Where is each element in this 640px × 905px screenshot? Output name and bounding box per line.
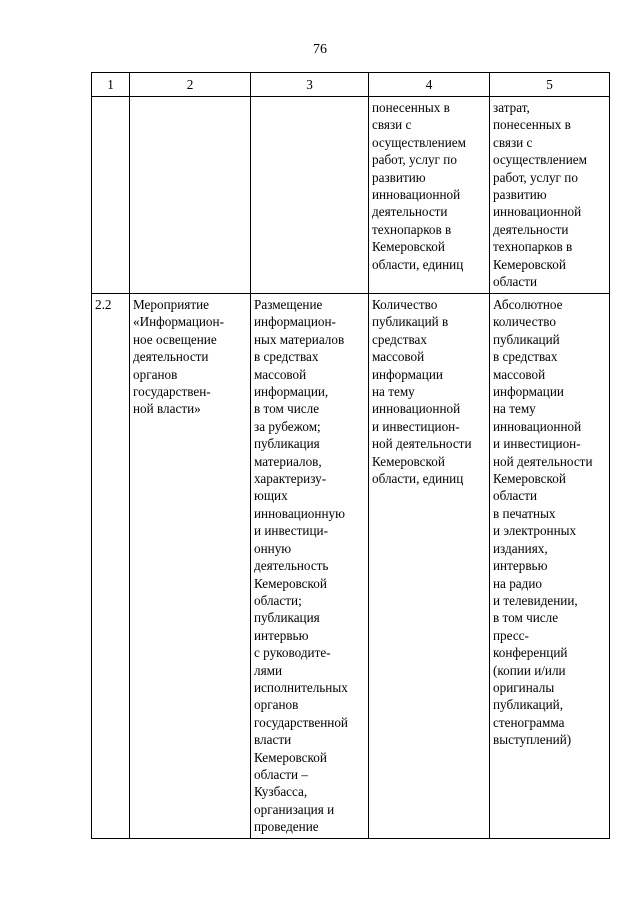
- cell-indicator-method: затрат, понесенных в связи с осуществлением работ, услуг по развитию инновационной деятельности технопарков в Кемеровской области: [490, 97, 610, 294]
- page-number: 76: [313, 42, 327, 57]
- cell-indicator-method: Абсолютное количество публикаций в средствах массовой информации на тему инновационной и инвестицион- ной деятельности Кемеровской области в печатных и электронных изданиях, интервью на радио и телевидении, в том числе пресс- конференций (копии и/или оригиналы публикаций, стенограмма выступлений): [490, 294, 610, 839]
- header-cell-5: 5: [490, 73, 610, 97]
- header-cell-2: 2: [130, 73, 251, 97]
- cell-number: 2.2: [92, 294, 130, 839]
- document-table: [91, 72, 610, 839]
- table-header-row: [92, 73, 610, 97]
- cell-measure-name: [130, 97, 251, 294]
- cell-measure-name: Мероприятие «Информацион- ное освещение деятельности органов государствен- ной власти»: [130, 294, 251, 839]
- cell-indicator: Количество публикаций в средствах массовой информации на тему инновационной и инвестицион- ной деятельности Кемеровской области, единиц: [369, 294, 490, 839]
- table-row-2-2: [92, 294, 610, 839]
- header-cell-1: 1: [92, 73, 130, 97]
- cell-indicator: понесенных в связи с осуществлением работ, услуг по развитию инновационной деятельности технопарков в Кемеровской области, единиц: [369, 97, 490, 294]
- cell-measure-content: Размещение информацион- ных материалов в средствах массовой информации, в том числе за рубежом; публикация материалов, характеризу- ющих инновационную и инвестици- онную деятельность Кемеровской области; публикация интервью с руководите- лями исполнительных органов государственной власти Кемеровской области – Кузбасса, организация и проведение: [251, 294, 369, 839]
- cell-number: [92, 97, 130, 294]
- header-cell-3: 3: [251, 73, 369, 97]
- header-cell-4: 4: [369, 73, 490, 97]
- cell-measure-content: [251, 97, 369, 294]
- table-row-continuation: [92, 97, 610, 294]
